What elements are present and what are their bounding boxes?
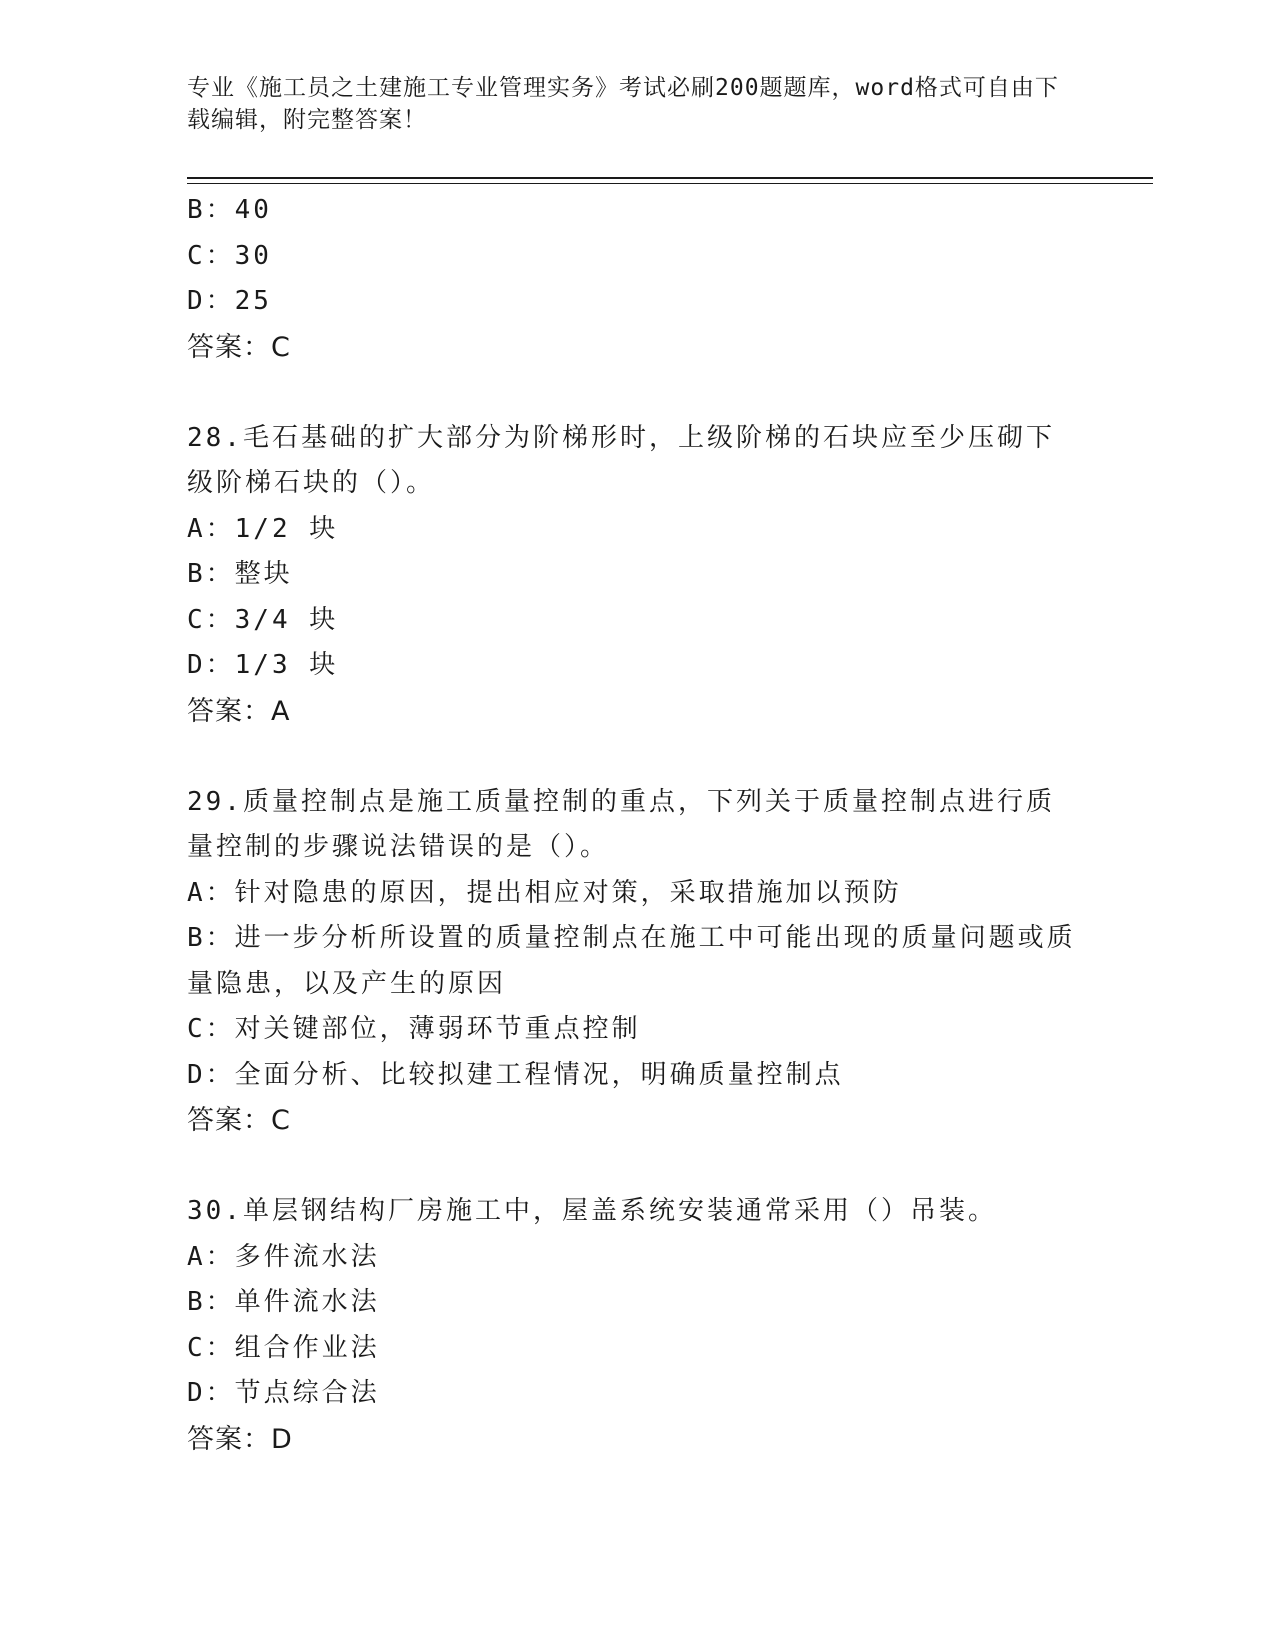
option-row — [187, 1326, 1077, 1372]
option-text: 单件流水法 — [234, 1287, 380, 1317]
option-row — [187, 1007, 1077, 1053]
option-text: 全面分析、比较拟建工程情况，明确质量控制点 — [234, 1059, 844, 1090]
option-row — [187, 279, 1077, 325]
option-text: 1/3 块 — [234, 650, 339, 680]
header-title: 专业《施工员之土建施工专业管理实务》考试必刷200题题库，word格式可自由下载编辑，附完整答案！ — [187, 75, 1059, 133]
option-row — [187, 234, 1077, 280]
option-label: A： — [187, 513, 235, 544]
option-label: D： — [187, 286, 235, 316]
answer-line: 答案：C — [187, 331, 291, 363]
spacer — [187, 370, 1077, 416]
option-row — [187, 188, 1077, 234]
option-row — [187, 552, 1077, 598]
option-label: D： — [187, 1378, 235, 1408]
question-stem: 质量控制点是施工质量控制的重点，下列关于质量控制点进行质量控制的步骤说法错误的是（）。 — [187, 786, 1055, 862]
option-text: 整块 — [234, 559, 293, 589]
option-label: B： — [187, 559, 235, 589]
question-number: 29. — [187, 786, 243, 817]
option-label: B： — [187, 195, 235, 225]
option-label: D： — [187, 650, 235, 680]
answer-line: 答案：A — [187, 695, 291, 727]
option-row — [187, 1371, 1077, 1417]
question-28 — [187, 416, 1077, 735]
option-text: 40 — [234, 195, 272, 225]
option-label: A： — [187, 877, 235, 908]
answer-line: 答案：D — [187, 1423, 293, 1455]
question-27-continued — [187, 188, 1077, 370]
answer-line: 答案：C — [187, 1105, 291, 1136]
header-divider-thick — [187, 177, 1153, 179]
option-text: 3/4 块 — [234, 604, 339, 635]
question-30 — [187, 1189, 1077, 1462]
option-label: C： — [187, 604, 235, 635]
header-divider-thin — [187, 183, 1153, 184]
option-text: 节点综合法 — [234, 1378, 380, 1408]
option-label: C： — [187, 1332, 235, 1363]
question-text — [187, 1189, 1077, 1235]
question-text — [187, 780, 1077, 871]
spacer — [187, 1144, 1077, 1190]
option-row — [187, 1053, 1077, 1099]
option-text: 1/2 块 — [234, 513, 339, 544]
option-text: 针对隐患的原因，提出相应对策，采取措施加以预防 — [234, 877, 902, 908]
option-label: B： — [187, 1287, 235, 1317]
option-label: A： — [187, 1241, 235, 1272]
question-number: 28. — [187, 422, 243, 453]
option-row — [187, 1280, 1077, 1326]
option-row — [187, 871, 1077, 917]
option-label: C： — [187, 1014, 235, 1044]
option-label: D： — [187, 1059, 235, 1090]
option-row — [187, 598, 1077, 644]
question-stem: 单层钢结构厂房施工中，屋盖系统安装通常采用（）吊装。 — [242, 1196, 997, 1226]
option-text: 30 — [234, 240, 272, 271]
option-text: 组合作业法 — [234, 1332, 380, 1363]
option-text: 对关键部位，薄弱环节重点控制 — [234, 1014, 641, 1044]
spacer — [187, 734, 1077, 780]
option-text: 25 — [234, 286, 272, 316]
question-number: 30. — [187, 1196, 243, 1226]
document-body — [187, 188, 1077, 1462]
question-stem: 毛石基础的扩大部分为阶梯形时，上级阶梯的石块应至少压砌下级阶梯石块的（）。 — [187, 422, 1055, 498]
question-text — [187, 416, 1077, 507]
option-row — [187, 1235, 1077, 1281]
option-row — [187, 643, 1077, 689]
document-header — [187, 72, 1067, 136]
option-row — [187, 916, 1077, 1007]
question-29 — [187, 780, 1077, 1144]
option-label: B： — [187, 923, 235, 953]
option-row — [187, 507, 1077, 553]
option-label: C： — [187, 240, 235, 271]
option-text: 进一步分析所设置的质量控制点在施工中可能出现的质量问题或质量隐患，以及产生的原因 — [187, 923, 1076, 999]
option-text: 多件流水法 — [234, 1241, 380, 1272]
